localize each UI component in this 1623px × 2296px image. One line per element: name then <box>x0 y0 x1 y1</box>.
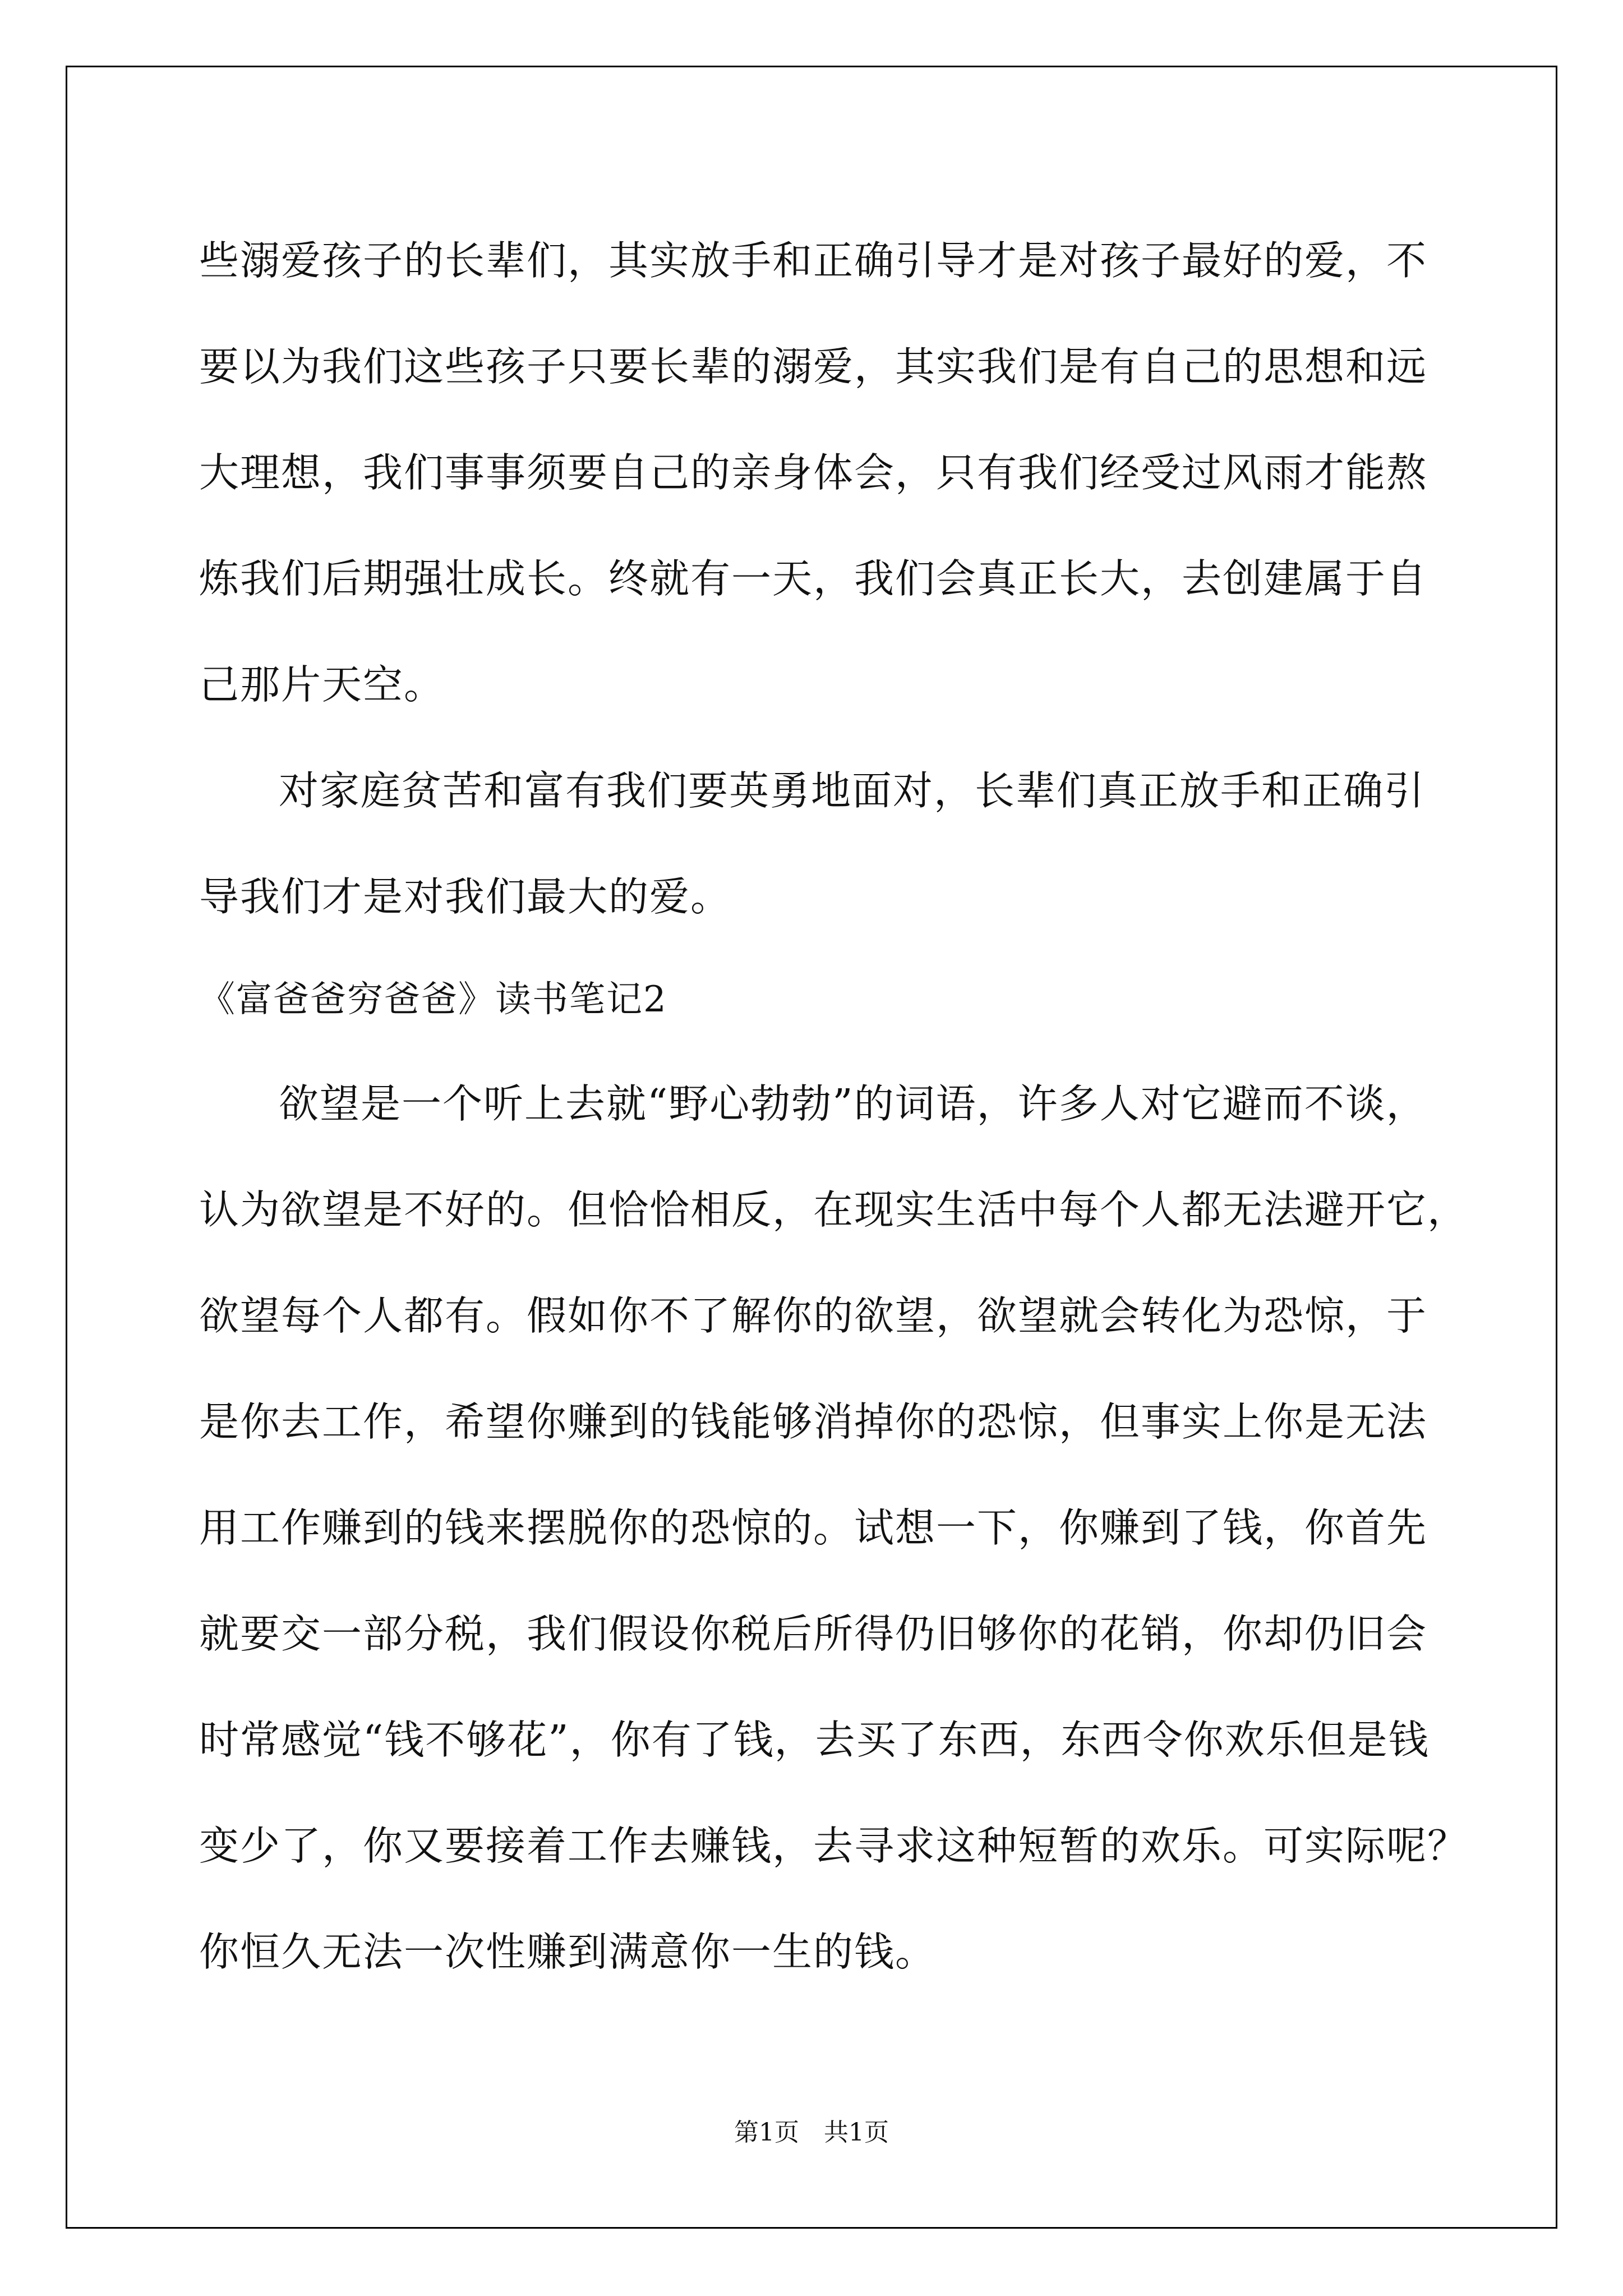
paragraph-line: 己那片天空。 <box>199 661 445 708</box>
paragraph-line: 欲望是一个听上去就“野心勃勃”的词语，许多人对它避而不谈， <box>279 1080 1427 1127</box>
paragraph-line: 要以为我们这些孩子只要长辈的溺爱，其实我们是有自己的思想和远 <box>199 343 1428 390</box>
paragraph-line: 大理想，我们事事须要自己的亲身体会，只有我们经受过风雨才能熬 <box>199 449 1428 496</box>
paragraph-line: 时常感觉“钱不够花”，你有了钱，去买了东西，东西令你欢乐但是钱 <box>199 1717 1430 1763</box>
paragraph-line: 认为欲望是不好的。但恰恰相反，在现实生活中每个人都无法避开它， <box>199 1186 1469 1233</box>
page-number-footer: 第1页 共1页 <box>734 2118 889 2147</box>
paragraph-line: 用工作赚到的钱来摆脱你的恐惊的。试想一下，你赚到了钱，你首先 <box>199 1504 1428 1551</box>
paragraph-line: 是你去工作，希望你赚到的钱能够消掉你的恐惊，但事实上你是无法 <box>199 1398 1428 1445</box>
paragraph-line: 就要交一部分税，我们假设你税后所得仍旧够你的花销，你却仍旧会 <box>199 1611 1428 1657</box>
paragraph-line: 你恒久无法一次性赚到满意你一生的钱。 <box>199 1929 937 1975</box>
paragraph-line: 些溺爱孩子的长辈们，其实放手和正确引导才是对孩子最好的爱，不 <box>199 237 1428 284</box>
section-heading: 《富爸爸穷爸爸》读书笔记2 <box>199 979 667 1020</box>
paragraph-line: 对家庭贫苦和富有我们要英勇地面对，长辈们真正放手和正确引 <box>279 767 1426 814</box>
paragraph-line: 欲望每个人都有。假如你不了解你的欲望，欲望就会转化为恐惊，于 <box>199 1292 1428 1339</box>
paragraph-line: 变少了，你又要接着工作去赚钱，去寻求这种短暂的欢乐。可实际呢？ <box>199 1823 1469 1869</box>
paragraph-line: 炼我们后期强壮成长。终就有一天，我们会真正长大，去创建属于自 <box>199 555 1428 602</box>
paragraph-line: 导我们才是对我们最大的爱。 <box>199 873 732 920</box>
